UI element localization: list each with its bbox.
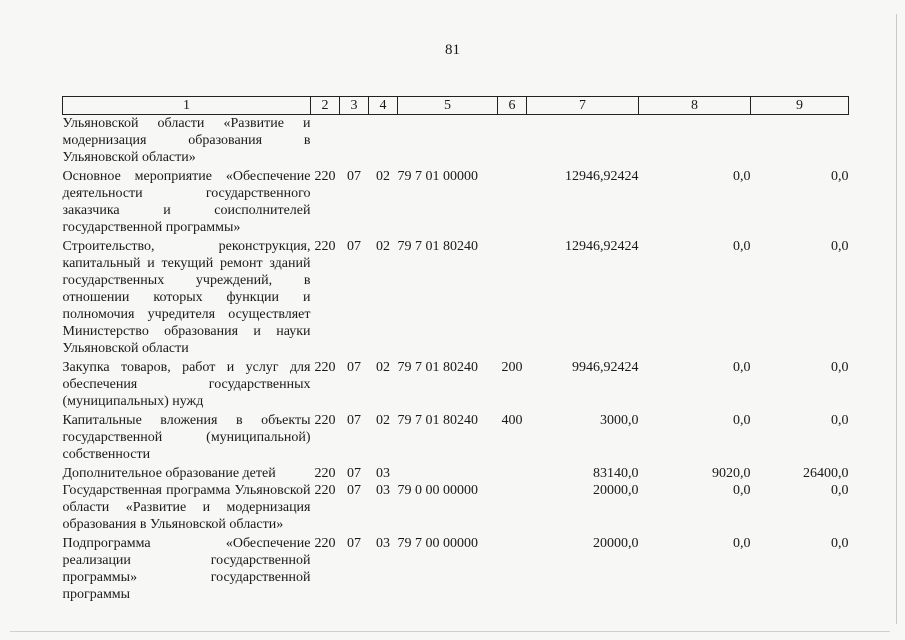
cell-target-article bbox=[398, 115, 498, 169]
cell-amount-7: 83140,0 bbox=[593, 466, 639, 481]
cell-amount-7: 20000,0 bbox=[593, 536, 639, 551]
cell-amount-7: 12946,92424 bbox=[565, 169, 639, 184]
cell-amount-9: 0,0 bbox=[831, 483, 849, 498]
cell-target-article: 79 7 00 00000 bbox=[397, 536, 478, 551]
table-row bbox=[63, 482, 849, 535]
cell-admin-code: 220 bbox=[314, 239, 336, 254]
cell-admin-code bbox=[311, 115, 340, 169]
table-row bbox=[63, 535, 849, 603]
cell-expense-type: 200 bbox=[501, 360, 523, 375]
cell-amount-7: 20000,0 bbox=[593, 483, 639, 498]
cell-section: 07 bbox=[347, 466, 361, 481]
row-name: Подпрограмма «Обеспечение реализации государственной программы» государственной программы bbox=[62, 536, 311, 602]
row-name: Ульяновской области «Развитие и модернизация образования в Ульяновской области» bbox=[62, 116, 311, 165]
header-col-3: 3 bbox=[340, 97, 369, 115]
cell-target-article: 79 7 01 00000 bbox=[397, 169, 478, 184]
table-row bbox=[63, 465, 849, 482]
cell-amount-9: 0,0 bbox=[831, 169, 849, 184]
row-name: Строительство, реконструкция, капитальный и текущий ремонт зданий государственных учреждений, в отношении которых функции и полномочия учредителя осуществляет Министерство образования и науки Ульяновской области bbox=[62, 239, 311, 356]
cell-amount-9: 0,0 bbox=[831, 360, 849, 375]
table-row bbox=[63, 412, 849, 465]
cell-subsection: 02 bbox=[376, 360, 390, 375]
cell-expense-type bbox=[498, 535, 527, 603]
cell-section: 07 bbox=[347, 536, 361, 551]
cell-amount-8: 9020,0 bbox=[712, 466, 751, 481]
cell-amount-8: 0,0 bbox=[733, 536, 751, 551]
cell-subsection: 03 bbox=[376, 466, 390, 481]
cell-section bbox=[340, 115, 369, 169]
header-col-4: 4 bbox=[369, 97, 398, 115]
header-col-8: 8 bbox=[639, 97, 751, 115]
cell-expense-type bbox=[498, 482, 527, 535]
cell-amount-8: 0,0 bbox=[733, 360, 751, 375]
header-col-5: 5 bbox=[398, 97, 498, 115]
cell-admin-code: 220 bbox=[314, 483, 336, 498]
cell-expense-type bbox=[498, 115, 527, 169]
page-number: 81 bbox=[445, 42, 460, 58]
cell-subsection bbox=[369, 115, 398, 169]
header-col-2: 2 bbox=[311, 97, 340, 115]
cell-amount-7: 9946,92424 bbox=[572, 360, 639, 375]
cell-amount-8: 0,0 bbox=[733, 483, 751, 498]
cell-subsection: 02 bbox=[376, 239, 390, 254]
cell-expense-type bbox=[498, 238, 527, 359]
cell-amount-7: 12946,92424 bbox=[565, 239, 639, 254]
row-name: Дополнительное образование детей bbox=[62, 466, 276, 481]
row-name: Основное мероприятие «Обеспечение деятельности государственного заказчика и соисполнителей государственной программы» bbox=[62, 169, 311, 235]
cell-section: 07 bbox=[347, 239, 361, 254]
cell-subsection: 03 bbox=[376, 483, 390, 498]
cell-target-article: 79 7 01 80240 bbox=[397, 413, 478, 428]
cell-amount-9: 0,0 bbox=[831, 536, 849, 551]
cell-amount-9: 0,0 bbox=[831, 413, 849, 428]
cell-amount-8 bbox=[639, 115, 751, 169]
cell-expense-type bbox=[498, 168, 527, 238]
cell-subsection: 03 bbox=[376, 536, 390, 551]
cell-admin-code: 220 bbox=[314, 536, 336, 551]
header-col-1: 1 bbox=[63, 97, 311, 115]
cell-admin-code: 220 bbox=[314, 466, 336, 481]
cell-amount-8: 0,0 bbox=[733, 169, 751, 184]
cell-subsection: 02 bbox=[376, 413, 390, 428]
cell-expense-type: 400 bbox=[501, 413, 523, 428]
scan-edge-bottom bbox=[10, 631, 890, 632]
table-row bbox=[63, 359, 849, 412]
cell-amount-9 bbox=[751, 115, 849, 169]
cell-target-article: 79 0 00 00000 bbox=[397, 483, 478, 498]
cell-section: 07 bbox=[347, 169, 361, 184]
cell-amount-8: 0,0 bbox=[733, 239, 751, 254]
table-row bbox=[63, 115, 849, 169]
header-row bbox=[63, 97, 849, 115]
scan-edge-right bbox=[896, 14, 897, 624]
cell-subsection: 02 bbox=[376, 169, 390, 184]
cell-amount-9: 26400,0 bbox=[803, 466, 849, 481]
cell-admin-code: 220 bbox=[314, 169, 336, 184]
header-col-7: 7 bbox=[527, 97, 639, 115]
cell-admin-code: 220 bbox=[314, 360, 336, 375]
row-name: Государственная программа Ульяновской области «Развитие и модернизация образования в Ульяновской области» bbox=[62, 483, 311, 532]
budget-table bbox=[62, 96, 849, 603]
cell-amount-7: 3000,0 bbox=[600, 413, 639, 428]
cell-section: 07 bbox=[347, 413, 361, 428]
table-row bbox=[63, 168, 849, 238]
header-col-9: 9 bbox=[751, 97, 849, 115]
cell-amount-9: 0,0 bbox=[831, 239, 849, 254]
cell-target-article: 79 7 01 80240 bbox=[397, 239, 478, 254]
row-name: Капитальные вложения в объекты государственной (муниципальной) собственности bbox=[62, 413, 311, 462]
cell-expense-type bbox=[498, 465, 527, 482]
cell-amount-7 bbox=[527, 115, 639, 169]
cell-amount-8: 0,0 bbox=[733, 413, 751, 428]
cell-admin-code: 220 bbox=[314, 413, 336, 428]
table-row bbox=[63, 238, 849, 359]
cell-section: 07 bbox=[347, 483, 361, 498]
row-name: Закупка товаров, работ и услуг для обеспечения государственных (муниципальных) нужд bbox=[62, 360, 311, 409]
cell-target-article: 79 7 01 80240 bbox=[397, 360, 478, 375]
header-col-6: 6 bbox=[498, 97, 527, 115]
cell-section: 07 bbox=[347, 360, 361, 375]
cell-target-article bbox=[398, 465, 498, 482]
